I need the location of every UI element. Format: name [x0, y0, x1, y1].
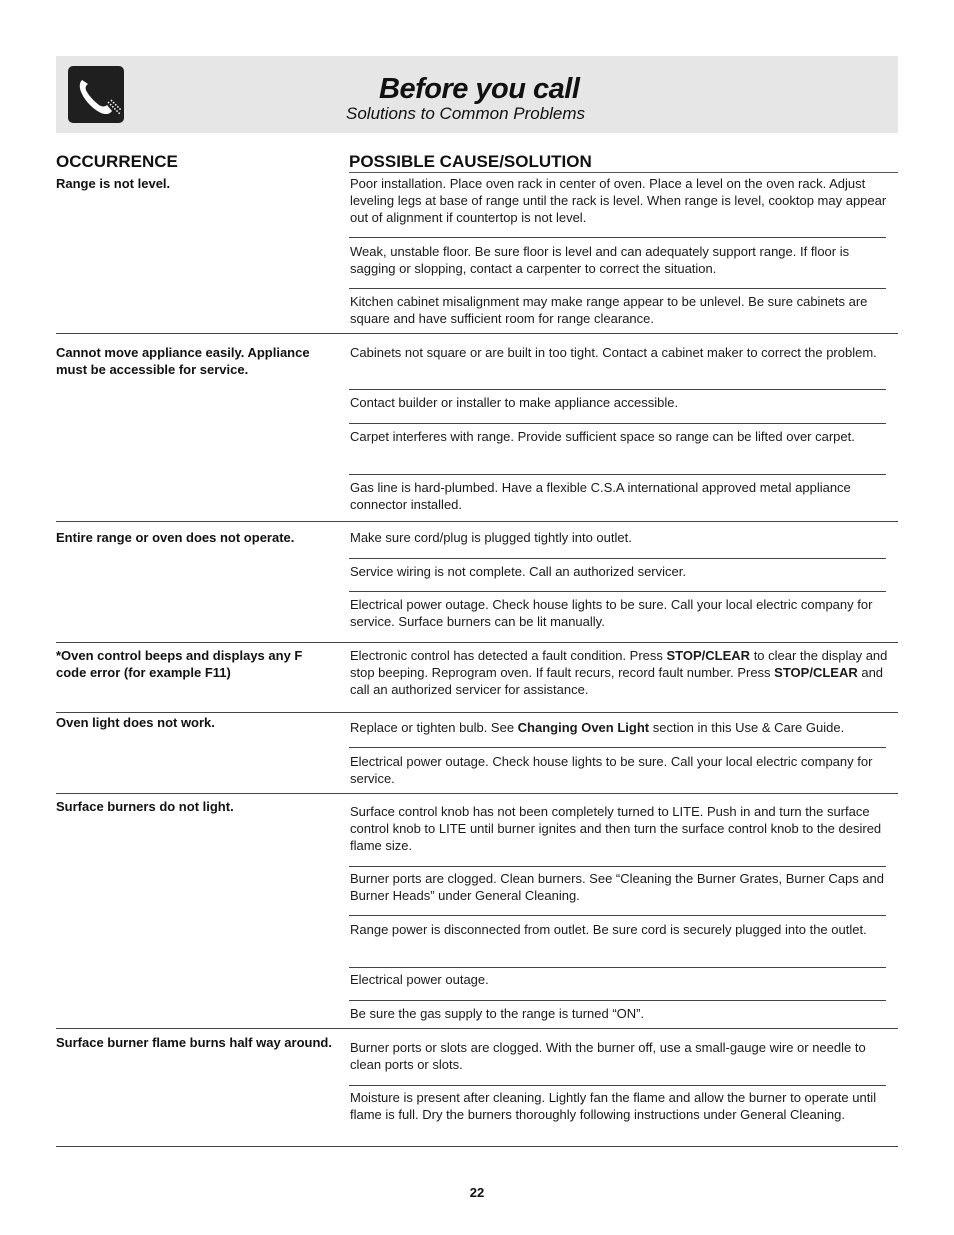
occurrence-does-not-operate: Entire range or oven does not operate.: [56, 530, 295, 545]
row-divider: [56, 712, 898, 713]
solution-item: Electrical power outage.: [350, 972, 489, 987]
solution-item: Electrical power outage. Check house lights to be sure. Call your local electric company for service. Surface burners can be lit manually.: [350, 597, 873, 629]
solution-item: Poor installation. Place oven rack in center of oven. Place a level on the oven rack. Adjust leveling legs at base of range until the rack is level. When range is level, cooktop may appear out of alignment if countertop is not level.: [350, 176, 887, 225]
solution-item: Range power is disconnected from outlet. Be sure cord is securely plugged into the outlet.: [350, 922, 867, 937]
occurrence-oven-light: Oven light does not work.: [56, 715, 215, 730]
solution-item: Replace or tighten bulb. See Changing Oven Light section in this Use & Care Guide.: [350, 720, 845, 735]
solution-item: Burner ports or slots are clogged. With the burner off, use a small-gauge wire or needle to clean ports or slots.: [350, 1040, 866, 1072]
solution-divider: [349, 591, 886, 592]
solution-divider: [349, 474, 886, 475]
solution-item: Service wiring is not complete. Call an authorized servicer.: [350, 564, 686, 579]
header-divider: [349, 172, 898, 173]
solution-divider: [349, 558, 886, 559]
solution-column-header: POSSIBLE CAUSE/SOLUTION: [349, 152, 592, 171]
occurrence-column-header: OCCURRENCE: [56, 152, 178, 171]
solution-divider: [349, 389, 886, 390]
solution-item: Weak, unstable floor. Be sure floor is level and can adequately support range. If floor is sagging or slopping, contact a carpenter to correct the situation.: [350, 244, 850, 276]
solution-item: Burner ports are clogged. Clean burners. See “Cleaning the Burner Grates, Burner Caps and Burner Heads” under General Cleaning.: [350, 871, 885, 903]
page-header: [56, 56, 898, 133]
solution-item: Be sure the gas supply to the range is turned “ON”.: [350, 1006, 645, 1021]
solution-item: Carpet interferes with range. Provide sufficient space so range can be lifted over carpet.: [350, 429, 855, 444]
occurrence-flame-half-way: Surface burner flame burns half way around.: [56, 1035, 332, 1050]
page-number: 22: [469, 1185, 485, 1200]
solution-item: Cabinets not square or are built in too tight. Contact a cabinet maker to correct the problem.: [350, 345, 877, 360]
row-divider: [56, 793, 898, 794]
phone-icon: [68, 66, 124, 123]
solution-divider: [349, 1085, 886, 1086]
solution-divider: [349, 423, 886, 424]
solution-divider: [349, 915, 886, 916]
solution-divider: [349, 237, 886, 238]
solution-item: Electronic control has detected a fault condition. Press STOP/CLEAR to clear the display and stop beeping. Reprogram oven. If fault recurs, record fault number. Press STOP/CLEAR and call an authorized servicer for assistance.: [350, 648, 888, 697]
row-divider: [56, 521, 898, 522]
solution-divider: [349, 866, 886, 867]
occurrence-cannot-move: Cannot move appliance easily. Appliance must be accessible for service.: [56, 345, 310, 377]
page-subtitle: Solutions to Common Problems: [346, 104, 586, 123]
row-divider: [56, 333, 898, 334]
solution-item: Electrical power outage. Check house lights to be sure. Call your local electric company for service.: [350, 754, 873, 786]
solution-divider: [349, 1000, 886, 1001]
solution-item: Kitchen cabinet misalignment may make range appear to be unlevel. Be sure cabinets are square and have sufficient room for range clearance.: [350, 294, 868, 326]
occurrence-range-not-level: Range is not level.: [56, 176, 171, 191]
solution-item: Contact builder or installer to make appliance accessible.: [350, 395, 679, 410]
row-divider: [56, 1028, 898, 1029]
occurrence-control-beeps: *Oven control beeps and displays any F code error (for example F11): [56, 648, 303, 680]
page-title: Before you call: [379, 73, 580, 105]
occurrence-burners-no-light: Surface burners do not light.: [56, 799, 234, 814]
row-divider: [56, 642, 898, 643]
solution-divider: [349, 288, 886, 289]
solution-divider: [349, 967, 886, 968]
solution-divider: [349, 747, 886, 748]
row-divider: [56, 1146, 898, 1147]
solution-item: Surface control knob has not been completely turned to LITE. Push in and turn the surface control knob to LITE until burner ignites and then turn the surface control knob to the desired flame size.: [350, 804, 882, 853]
solution-item: Moisture is present after cleaning. Lightly fan the flame and allow the burner to operate until flame is full. Dry the burners thoroughly following instructions under General Cleaning.: [350, 1090, 877, 1122]
solution-item: Make sure cord/plug is plugged tightly into outlet.: [350, 530, 632, 545]
solution-item: Gas line is hard-plumbed. Have a flexible C.S.A international approved metal appliance connector installed.: [350, 480, 851, 512]
